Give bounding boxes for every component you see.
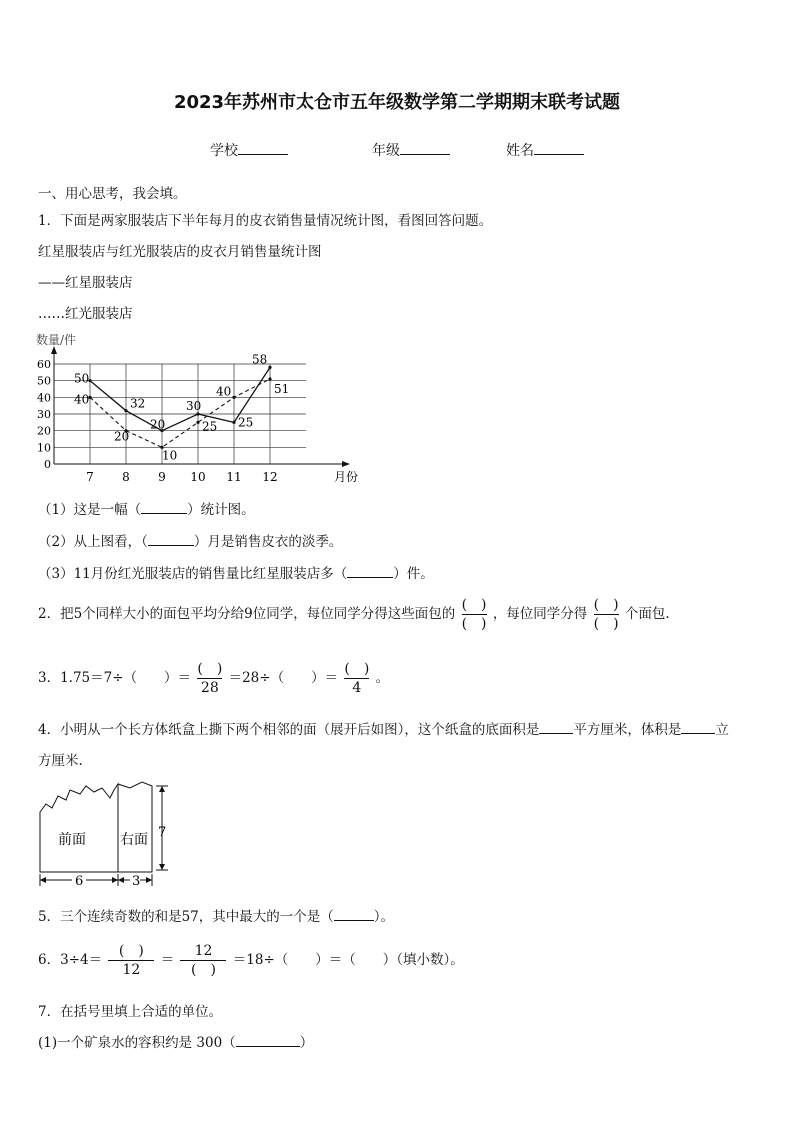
q2-mid: ，每位同学分得 (492, 606, 588, 622)
height-dimension: 7 (158, 825, 167, 840)
q3-a: 3．1.75＝7÷（ ）＝ (38, 670, 192, 686)
x-tick-label: 11 (226, 470, 242, 484)
q1-sub1 (38, 498, 255, 518)
data-label-hongguang: 51 (274, 382, 290, 396)
q1-sub1-post: ）统计图。 (187, 502, 255, 518)
q1-sub3-pre: （3）11月份红光服装店的销售量比红星服装店多（ (38, 566, 348, 582)
point-hongguang (232, 396, 235, 399)
y-tick-label: 20 (37, 424, 51, 438)
section-heading: 一、用心思考，我会填。 (38, 186, 187, 202)
y-tick-label: 30 (37, 408, 51, 421)
q2-post: 个面包. (624, 606, 670, 622)
line-chart (30, 328, 359, 488)
q7-item1-blank[interactable] (236, 1046, 300, 1047)
legend-solid: ——红星服装店 (38, 275, 133, 291)
data-label-hongxing: 20 (150, 417, 166, 432)
front-face-label: 前面 (58, 832, 86, 848)
point-hongguang (268, 377, 271, 380)
q4-blank-volume[interactable] (681, 733, 715, 734)
q5-post: ）。 (373, 909, 395, 925)
point-hongxing (232, 421, 235, 424)
q4-line2: 方厘米. (38, 753, 83, 769)
q3-b: ＝28÷（ ）＝ (228, 670, 339, 686)
q3-fraction-1[interactable]: $\frac{( )}{28}$ (197, 661, 223, 696)
y-tick-label: 60 (37, 358, 51, 371)
q2-fraction-2[interactable]: $\frac{( )}{( )}$ (593, 597, 619, 632)
data-label-hongxing: 58 (252, 352, 268, 367)
data-label-hongxing: 30 (186, 399, 202, 413)
q2-pre: 2．把5个同样大小的面包平均分给9位同学，每位同学分得这些面包的 (38, 606, 456, 622)
point-hongguang (196, 421, 199, 424)
q6 (38, 942, 464, 979)
q7-item1 (38, 1031, 313, 1051)
school-field[interactable] (210, 140, 288, 160)
q7-item1-post: ） (299, 1035, 314, 1051)
y-tick-label: 10 (37, 441, 51, 455)
legend-dashed: ……红光服装店 (38, 306, 133, 322)
q6-eq: ＝ (160, 952, 175, 968)
data-label-hongguang: 40 (216, 384, 232, 399)
q1-sub2-blank[interactable] (148, 545, 194, 546)
data-label-hongxing: 25 (238, 415, 254, 430)
right-face-label: 右面 (120, 832, 148, 848)
q3-fraction-2[interactable]: $\frac{( )}{4}$ (344, 661, 370, 696)
q6-fraction-1[interactable]: $\frac{( )}{12}$ (108, 942, 154, 979)
q4-b: 平方厘米，体积是 (573, 722, 682, 738)
x-tick-label: 8 (122, 470, 130, 484)
y-axis-arrow (51, 346, 57, 354)
q1-stem: 1．下面是两家服装店下半年每月的皮衣销售量情况统计图，看图回答问题。 (38, 213, 493, 229)
q1-sub2-post: ）月是销售皮衣的淡季。 (193, 534, 343, 550)
y-tick-label: 50 (37, 374, 51, 388)
y-tick-label: 40 (37, 391, 51, 405)
y-axis-label: 数量/件 (36, 333, 77, 347)
q1-sub1-blank[interactable] (141, 513, 187, 514)
point-hongxing (124, 409, 127, 412)
data-label-hongguang: 25 (202, 419, 218, 434)
grade-field[interactable] (372, 140, 450, 160)
data-label-hongxing: 32 (130, 396, 146, 411)
q5-pre: 5．三个连续奇数的和是57，其中最大的一个是（ (38, 909, 334, 925)
q1-sub2-pre: （2）从上图看，（ (38, 534, 148, 550)
q4-blank-area[interactable] (539, 733, 573, 734)
x-tick-label: 10 (190, 470, 206, 484)
data-label-hongguang: 40 (74, 392, 90, 407)
q1-sub2 (38, 530, 342, 550)
x-axis-label: 月份 (333, 470, 359, 484)
box-net-figure (34, 780, 184, 890)
q4-a: 4．小明从一个长方体纸盒上撕下两个相邻的面（展开后如图），这个纸盒的底面积是 (38, 722, 540, 738)
school-label: 学校 (210, 143, 238, 159)
q6-b: ＝18÷（ ）＝（ ）（填小数）。 (232, 952, 464, 968)
q4-line1 (38, 718, 729, 738)
q7-stem: 7．在括号里填上合适的单位。 (38, 1004, 223, 1020)
grade-label: 年级 (372, 143, 400, 159)
depth-dimension: 3 (132, 874, 141, 889)
q4-c: 立 (715, 722, 729, 738)
q6-fraction-2[interactable]: $\frac{12}{( )}$ (180, 942, 226, 979)
x-axis-arrow (342, 461, 350, 467)
q3-c: 。 (375, 670, 390, 686)
point-hongxing (268, 366, 271, 369)
q1-sub3 (38, 562, 434, 582)
q1-sub1-pre: （1）这是一幅（ (38, 502, 142, 518)
q2-fraction-1[interactable]: $\frac{( )}{( )}$ (461, 597, 487, 632)
x-tick-label: 12 (262, 470, 278, 484)
q2 (38, 596, 670, 633)
q3 (38, 660, 389, 697)
data-label-hongguang: 10 (162, 448, 178, 463)
x-tick-label: 7 (86, 470, 94, 484)
q5-blank[interactable] (334, 920, 374, 921)
name-field[interactable] (506, 140, 584, 160)
y-tick-label: 0 (44, 458, 51, 471)
q7-item1-pre: (1)一个矿泉水的容积约是 300（ (38, 1035, 236, 1051)
q5 (38, 905, 394, 925)
x-tick-label: 9 (158, 470, 166, 484)
name-label: 姓名 (506, 143, 534, 159)
width-dimension: 6 (75, 874, 84, 889)
chart-title: 红星服装店与红光服装店的皮衣月销售量统计图 (38, 244, 322, 260)
data-label-hongguang: 20 (114, 429, 130, 444)
q1-sub3-blank[interactable] (347, 577, 393, 578)
page-title: 2023年苏州市太仓市五年级数学第二学期期末联考试题 (173, 92, 621, 113)
q6-a: 6．3÷4＝ (38, 952, 103, 968)
data-label-hongxing: 50 (74, 371, 90, 386)
q1-sub3-post: ）件。 (393, 566, 434, 582)
